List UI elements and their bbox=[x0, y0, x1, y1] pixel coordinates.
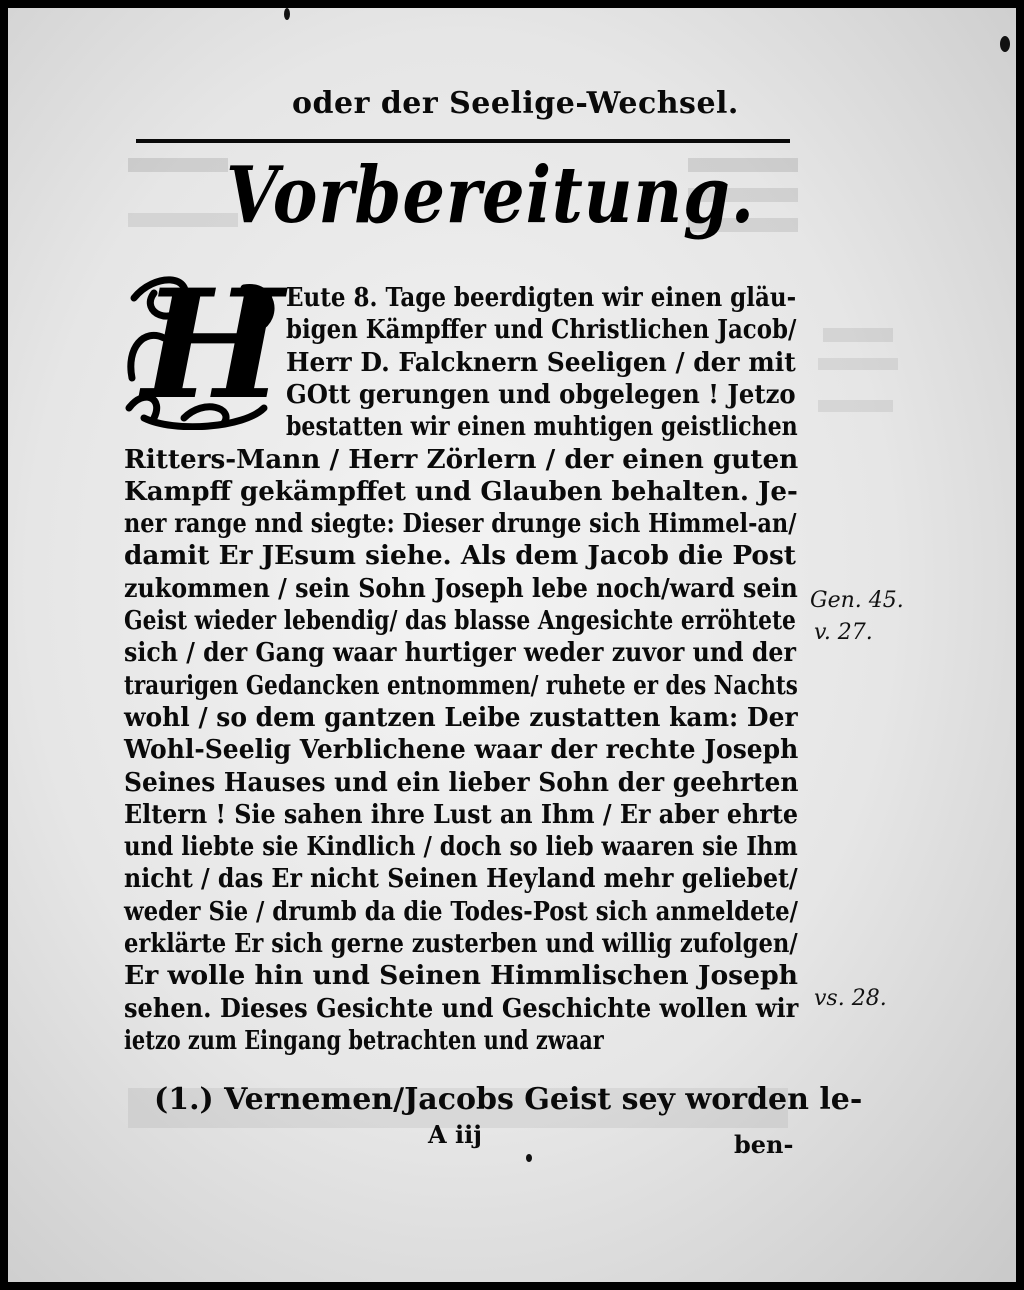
text-line: Eute 8. Tage beerdigten wir einen gläu- bbox=[286, 283, 797, 313]
ink-speck bbox=[526, 1154, 532, 1162]
text-line: und liebte sie Kindlich / doch so lieb waaren sie Ihm bbox=[124, 832, 798, 863]
decorative-dropcap bbox=[124, 257, 284, 433]
text-line: Wohl-Seelig Verblichene waar der rechte Joseph bbox=[124, 735, 799, 766]
text-line: Eltern ! Sie sahen ihre Lust an Ihm / Er aber ehrte bbox=[124, 799, 799, 830]
signature-mark: A iij bbox=[428, 1120, 482, 1149]
header-rule bbox=[136, 139, 790, 143]
book-page bbox=[8, 8, 1016, 1282]
ink-speck bbox=[1000, 36, 1010, 52]
text-line: weder Sie / drumb da die Todes-Post sich anmeldete/ bbox=[124, 896, 798, 927]
bleed-through-mark bbox=[818, 358, 898, 370]
bleed-through-mark bbox=[818, 400, 893, 412]
text-line: erklärte Er sich gerne zusterben und willig zufolgen/ bbox=[124, 929, 798, 959]
text-line: Er wolle hin und Seinen Himmlischen Joseph bbox=[124, 961, 799, 992]
text-line: wohl / so dem gantzen Leibe zustatten kam: Der bbox=[124, 702, 798, 733]
text-line: damit Er JEsum siehe. Als dem Jacob die Post bbox=[124, 541, 796, 572]
text-line: GOtt gerungen und obgelegen ! Jetzo bbox=[286, 379, 796, 410]
text-line: Ritters-Mann / Herr Zörlern / der einen guten bbox=[124, 444, 799, 475]
text-line: Geist wieder lebendig/ das blasse Angesichte erröhtete bbox=[124, 606, 796, 636]
margin-note: v. 27. bbox=[814, 620, 873, 645]
bleed-through-mark bbox=[128, 158, 228, 172]
text-line: traurigen Gedancken entnommen/ ruhete er des Nachts bbox=[124, 670, 798, 701]
text-line: ietzo zum Eingang betrachten und zwaar bbox=[124, 1025, 604, 1056]
final-line: (1.) Vernemen/Jacobs Geist sey worden le- bbox=[154, 1082, 863, 1117]
bleed-through-mark bbox=[128, 213, 238, 227]
text-line: ner range nnd siegte: Dieser drunge sich Himmel-an/ bbox=[124, 509, 797, 540]
margin-note: vs. 28. bbox=[814, 986, 887, 1011]
text-line: sich / der Gang waar hurtiger weder zuvor und der bbox=[124, 638, 796, 669]
text-line: bigen Kämpffer und Christlichen Jacob/ bbox=[286, 315, 797, 346]
dropcap-letter: H bbox=[142, 257, 284, 433]
text-line: Kampff gekämpffet und Glauben behalten. Je- bbox=[124, 476, 798, 507]
ink-speck bbox=[284, 8, 290, 20]
margin-note: Gen. 45. bbox=[810, 588, 904, 613]
text-line: Seines Hauses und ein lieber Sohn der geehrten bbox=[124, 767, 799, 798]
bleed-through-mark bbox=[823, 328, 893, 342]
text-line: bestatten wir einen muhtigen geistlichen bbox=[286, 412, 798, 443]
text-line: zukommen / sein Sohn Joseph lebe noch/ward sein bbox=[124, 573, 798, 604]
text-line: nicht / das Er nicht Seinen Heyland mehr geliebet/ bbox=[124, 864, 798, 895]
text-line: Herr D. Falcknern Seeligen / der mit bbox=[286, 347, 796, 378]
text-line: sehen. Dieses Gesichte und Geschichte wollen wir bbox=[124, 993, 799, 1024]
section-title: Vorbereitung. bbox=[226, 150, 756, 241]
running-head: oder der Seelige-Wechsel. bbox=[292, 86, 739, 121]
catchword: ben- bbox=[734, 1130, 794, 1159]
